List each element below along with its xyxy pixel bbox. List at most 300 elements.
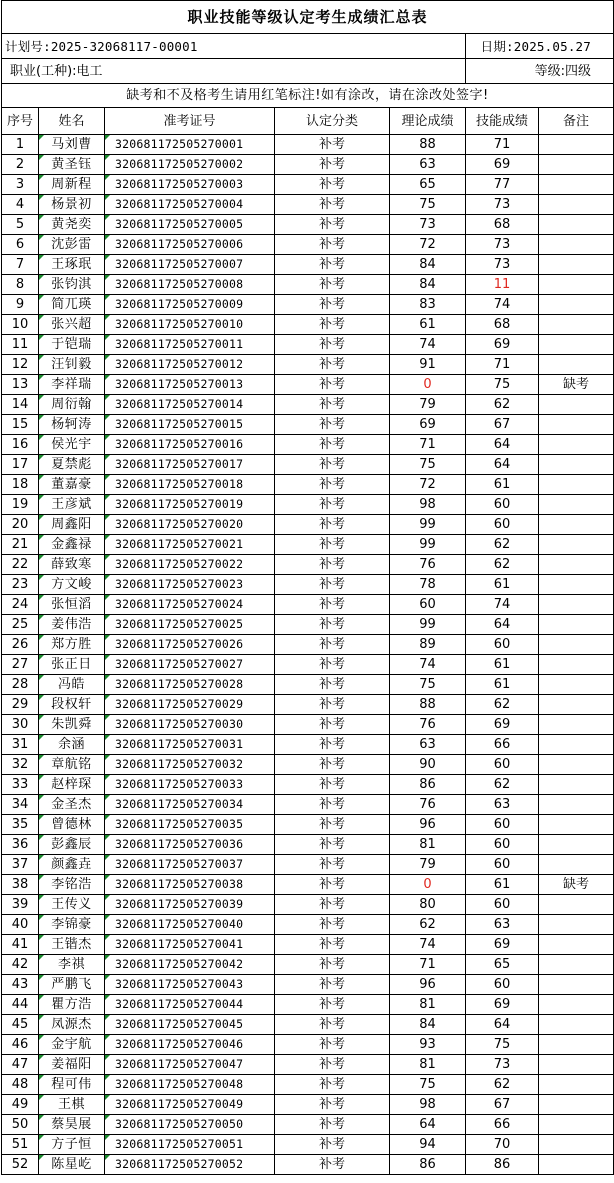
cell-remark [539, 675, 614, 695]
cell-skill: 60 [466, 635, 539, 655]
occupation-row [2, 59, 614, 84]
cell-name: 张正日 [39, 655, 105, 675]
cell-skill: 73 [466, 195, 539, 215]
cell-name: 方子恒 [39, 1135, 105, 1155]
cell-name: 侯光宇 [39, 435, 105, 455]
col-header-remark: 备注 [539, 108, 614, 135]
cell-category: 补考 [275, 135, 390, 155]
plan-number: 计划号:2025-32068117-00001 [2, 34, 466, 59]
cell-name: 余涵 [39, 735, 105, 755]
sheet-title: 职业技能等级认定考生成绩汇总表 [2, 1, 614, 34]
table-row [2, 1055, 614, 1075]
cell-theory: 83 [390, 295, 466, 315]
cell-theory: 84 [390, 255, 466, 275]
occupation: 职业(工种):电工 [2, 59, 466, 84]
cell-category: 补考 [275, 915, 390, 935]
cell-remark [539, 1015, 614, 1035]
cell-remark [539, 1035, 614, 1055]
cell-skill: 61 [466, 575, 539, 595]
cell-category: 补考 [275, 1155, 390, 1175]
cell-remark [539, 955, 614, 975]
cell-skill: 60 [466, 895, 539, 915]
cell-remark [539, 335, 614, 355]
cell-ticket: 320681172505270033 [105, 775, 275, 795]
cell-no: 43 [2, 975, 39, 995]
cell-skill: 62 [466, 775, 539, 795]
cell-no: 1 [2, 135, 39, 155]
table-row [2, 1135, 614, 1155]
cell-skill: 61 [466, 475, 539, 495]
cell-category: 补考 [275, 615, 390, 635]
cell-category: 补考 [275, 435, 390, 455]
cell-category: 补考 [275, 1095, 390, 1115]
table-row [2, 775, 614, 795]
cell-name: 黄圣钰 [39, 155, 105, 175]
cell-category: 补考 [275, 1075, 390, 1095]
cell-skill: 11 [466, 275, 539, 295]
cell-category: 补考 [275, 255, 390, 275]
cell-theory: 76 [390, 715, 466, 735]
cell-name: 夏禁彪 [39, 455, 105, 475]
table-row [2, 175, 614, 195]
cell-remark [539, 395, 614, 415]
table-row [2, 455, 614, 475]
cell-remark [539, 935, 614, 955]
cell-no: 16 [2, 435, 39, 455]
table-row [2, 955, 614, 975]
cell-no: 12 [2, 355, 39, 375]
cell-ticket: 320681172505270044 [105, 995, 275, 1015]
cell-skill: 75 [466, 1035, 539, 1055]
title-row [2, 1, 614, 34]
cell-theory: 60 [390, 595, 466, 615]
cell-ticket: 320681172505270012 [105, 355, 275, 375]
table-row [2, 1035, 614, 1055]
cell-theory: 74 [390, 335, 466, 355]
table-row [2, 715, 614, 735]
cell-no: 36 [2, 835, 39, 855]
cell-skill: 61 [466, 655, 539, 675]
cell-skill: 60 [466, 755, 539, 775]
cell-no: 7 [2, 255, 39, 275]
cell-theory: 61 [390, 315, 466, 335]
cell-ticket: 320681172505270018 [105, 475, 275, 495]
header-row [2, 108, 614, 135]
cell-no: 27 [2, 655, 39, 675]
cell-category: 补考 [275, 835, 390, 855]
cell-category: 补考 [275, 795, 390, 815]
cell-theory: 71 [390, 435, 466, 455]
cell-remark [539, 835, 614, 855]
cell-theory: 0 [390, 875, 466, 895]
cell-theory: 76 [390, 555, 466, 575]
cell-skill: 63 [466, 795, 539, 815]
cell-no: 42 [2, 955, 39, 975]
cell-remark [539, 1095, 614, 1115]
cell-ticket: 320681172505270046 [105, 1035, 275, 1055]
cell-ticket: 320681172505270027 [105, 655, 275, 675]
cell-ticket: 320681172505270010 [105, 315, 275, 335]
cell-name: 瞿方浩 [39, 995, 105, 1015]
cell-name: 李锦豪 [39, 915, 105, 935]
cell-category: 补考 [275, 275, 390, 295]
cell-no: 13 [2, 375, 39, 395]
notice-row [2, 84, 614, 108]
table-row [2, 735, 614, 755]
cell-theory: 81 [390, 995, 466, 1015]
cell-skill: 60 [466, 975, 539, 995]
table-row [2, 1095, 614, 1115]
cell-no: 38 [2, 875, 39, 895]
cell-name: 董嘉豪 [39, 475, 105, 495]
cell-no: 2 [2, 155, 39, 175]
table-row [2, 335, 614, 355]
cell-remark [539, 775, 614, 795]
cell-theory: 81 [390, 1055, 466, 1075]
cell-skill: 69 [466, 715, 539, 735]
cell-ticket: 320681172505270014 [105, 395, 275, 415]
table-row [2, 415, 614, 435]
cell-no: 3 [2, 175, 39, 195]
cell-remark [539, 435, 614, 455]
cell-skill: 67 [466, 415, 539, 435]
cell-skill: 75 [466, 375, 539, 395]
cell-ticket: 320681172505270031 [105, 735, 275, 755]
cell-category: 补考 [275, 1035, 390, 1055]
cell-theory: 86 [390, 1155, 466, 1175]
cell-theory: 81 [390, 835, 466, 855]
cell-name: 凤源杰 [39, 1015, 105, 1035]
cell-remark [539, 595, 614, 615]
cell-ticket: 320681172505270029 [105, 695, 275, 715]
cell-remark [539, 495, 614, 515]
cell-remark [539, 555, 614, 575]
cell-theory: 90 [390, 755, 466, 775]
cell-ticket: 320681172505270050 [105, 1115, 275, 1135]
cell-category: 补考 [275, 715, 390, 735]
cell-name: 方文峻 [39, 575, 105, 595]
cell-ticket: 320681172505270013 [105, 375, 275, 395]
cell-category: 补考 [275, 775, 390, 795]
cell-remark [539, 615, 614, 635]
table-row [2, 475, 614, 495]
table-row [2, 1155, 614, 1175]
cell-theory: 94 [390, 1135, 466, 1155]
cell-theory: 62 [390, 915, 466, 935]
cell-name: 赵梓琛 [39, 775, 105, 795]
cell-theory: 98 [390, 495, 466, 515]
cell-skill: 60 [466, 515, 539, 535]
cell-ticket: 320681172505270032 [105, 755, 275, 775]
cell-theory: 79 [390, 855, 466, 875]
cell-skill: 71 [466, 355, 539, 375]
cell-remark: 缺考 [539, 875, 614, 895]
cell-skill: 66 [466, 1115, 539, 1135]
cell-theory: 80 [390, 895, 466, 915]
cell-skill: 61 [466, 675, 539, 695]
cell-remark [539, 755, 614, 775]
cell-no: 45 [2, 1015, 39, 1035]
cell-no: 6 [2, 235, 39, 255]
table-row [2, 675, 614, 695]
table-row [2, 155, 614, 175]
cell-category: 补考 [275, 335, 390, 355]
cell-skill: 60 [466, 495, 539, 515]
table-row [2, 495, 614, 515]
cell-name: 姜福阳 [39, 1055, 105, 1075]
cell-theory: 76 [390, 795, 466, 815]
cell-category: 补考 [275, 1015, 390, 1035]
cell-ticket: 320681172505270030 [105, 715, 275, 735]
cell-theory: 99 [390, 535, 466, 555]
cell-category: 补考 [275, 395, 390, 415]
table-row [2, 655, 614, 675]
cell-no: 52 [2, 1155, 39, 1175]
cell-category: 补考 [275, 315, 390, 335]
col-header-category: 认定分类 [275, 108, 390, 135]
cell-ticket: 320681172505270037 [105, 855, 275, 875]
cell-no: 11 [2, 335, 39, 355]
cell-name: 周衍翰 [39, 395, 105, 415]
cell-category: 补考 [275, 495, 390, 515]
cell-skill: 86 [466, 1155, 539, 1175]
table-row [2, 375, 614, 395]
cell-name: 陈星屹 [39, 1155, 105, 1175]
cell-skill: 69 [466, 335, 539, 355]
cell-name: 王琢珉 [39, 255, 105, 275]
table-row [2, 575, 614, 595]
cell-ticket: 320681172505270035 [105, 815, 275, 835]
cell-theory: 98 [390, 1095, 466, 1115]
cell-theory: 79 [390, 395, 466, 415]
cell-remark [539, 655, 614, 675]
cell-category: 补考 [275, 1055, 390, 1075]
cell-remark [539, 1055, 614, 1075]
col-header-name: 姓名 [39, 108, 105, 135]
cell-no: 22 [2, 555, 39, 575]
table-row [2, 275, 614, 295]
cell-remark [539, 1135, 614, 1155]
cell-category: 补考 [275, 195, 390, 215]
cell-remark [539, 155, 614, 175]
cell-ticket: 320681172505270008 [105, 275, 275, 295]
cell-skill: 64 [466, 1015, 539, 1035]
cell-ticket: 320681172505270006 [105, 235, 275, 255]
cell-category: 补考 [275, 475, 390, 495]
cell-skill: 64 [466, 455, 539, 475]
table-row [2, 875, 614, 895]
cell-category: 补考 [275, 635, 390, 655]
cell-remark [539, 195, 614, 215]
cell-theory: 74 [390, 655, 466, 675]
cell-name: 姜伟浩 [39, 615, 105, 635]
cell-ticket: 320681172505270039 [105, 895, 275, 915]
cell-skill: 77 [466, 175, 539, 195]
table-row [2, 795, 614, 815]
cell-no: 49 [2, 1095, 39, 1115]
cell-remark [539, 135, 614, 155]
table-row [2, 255, 614, 275]
cell-theory: 99 [390, 615, 466, 635]
table-row [2, 355, 614, 375]
cell-theory: 75 [390, 195, 466, 215]
cell-ticket: 320681172505270048 [105, 1075, 275, 1095]
cell-name: 王锴杰 [39, 935, 105, 955]
cell-name: 王棋 [39, 1095, 105, 1115]
cell-remark [539, 355, 614, 375]
cell-ticket: 320681172505270021 [105, 535, 275, 555]
cell-no: 40 [2, 915, 39, 935]
cell-category: 补考 [275, 355, 390, 375]
cell-no: 9 [2, 295, 39, 315]
cell-category: 补考 [275, 675, 390, 695]
cell-name: 周新程 [39, 175, 105, 195]
cell-theory: 64 [390, 1115, 466, 1135]
cell-ticket: 320681172505270047 [105, 1055, 275, 1075]
cell-remark: 缺考 [539, 375, 614, 395]
cell-ticket: 320681172505270016 [105, 435, 275, 455]
cell-category: 补考 [275, 735, 390, 755]
cell-ticket: 320681172505270005 [105, 215, 275, 235]
table-row [2, 1015, 614, 1035]
col-header-theory: 理论成绩 [390, 108, 466, 135]
cell-remark [539, 175, 614, 195]
cell-no: 37 [2, 855, 39, 875]
cell-theory: 0 [390, 375, 466, 395]
plan-row [2, 34, 614, 59]
cell-remark [539, 215, 614, 235]
cell-skill: 60 [466, 835, 539, 855]
cell-theory: 88 [390, 695, 466, 715]
cell-remark [539, 235, 614, 255]
table-row [2, 895, 614, 915]
cell-no: 34 [2, 795, 39, 815]
cell-category: 补考 [275, 655, 390, 675]
cell-name: 黄尧奕 [39, 215, 105, 235]
cell-no: 5 [2, 215, 39, 235]
cell-theory: 75 [390, 675, 466, 695]
cell-ticket: 320681172505270038 [105, 875, 275, 895]
cell-category: 补考 [275, 955, 390, 975]
cell-ticket: 320681172505270026 [105, 635, 275, 655]
cell-category: 补考 [275, 235, 390, 255]
table-row [2, 855, 614, 875]
cell-skill: 60 [466, 815, 539, 835]
col-header-no: 序号 [2, 108, 39, 135]
cell-category: 补考 [275, 375, 390, 395]
cell-remark [539, 915, 614, 935]
cell-name: 王传义 [39, 895, 105, 915]
cell-name: 程可伟 [39, 1075, 105, 1095]
cell-ticket: 320681172505270015 [105, 415, 275, 435]
cell-remark [539, 795, 614, 815]
cell-ticket: 320681172505270052 [105, 1155, 275, 1175]
grade-level: 等级:四级 [466, 59, 614, 84]
cell-no: 29 [2, 695, 39, 715]
cell-category: 补考 [275, 295, 390, 315]
cell-no: 50 [2, 1115, 39, 1135]
table-row [2, 435, 614, 455]
cell-skill: 66 [466, 735, 539, 755]
cell-theory: 93 [390, 1035, 466, 1055]
cell-skill: 64 [466, 435, 539, 455]
cell-theory: 96 [390, 975, 466, 995]
cell-ticket: 320681172505270002 [105, 155, 275, 175]
cell-ticket: 320681172505270011 [105, 335, 275, 355]
cell-name: 金宇航 [39, 1035, 105, 1055]
cell-ticket: 320681172505270019 [105, 495, 275, 515]
cell-name: 张兴超 [39, 315, 105, 335]
table-row [2, 835, 614, 855]
cell-category: 补考 [275, 155, 390, 175]
cell-no: 18 [2, 475, 39, 495]
cell-no: 24 [2, 595, 39, 615]
cell-category: 补考 [275, 1115, 390, 1135]
cell-name: 李祥瑞 [39, 375, 105, 395]
table-row [2, 615, 614, 635]
table-row [2, 315, 614, 335]
cell-no: 48 [2, 1075, 39, 1095]
cell-ticket: 320681172505270017 [105, 455, 275, 475]
cell-name: 薛致寒 [39, 555, 105, 575]
cell-no: 14 [2, 395, 39, 415]
table-row [2, 995, 614, 1015]
cell-category: 补考 [275, 995, 390, 1015]
cell-skill: 69 [466, 935, 539, 955]
cell-skill: 62 [466, 395, 539, 415]
cell-skill: 73 [466, 1055, 539, 1075]
cell-name: 蔡昊展 [39, 1115, 105, 1135]
cell-remark [539, 295, 614, 315]
cell-ticket: 320681172505270023 [105, 575, 275, 595]
cell-category: 补考 [275, 875, 390, 895]
cell-remark [539, 1075, 614, 1095]
cell-name: 李祺 [39, 955, 105, 975]
cell-category: 补考 [275, 515, 390, 535]
cell-name: 曾德林 [39, 815, 105, 835]
cell-remark [539, 855, 614, 875]
cell-category: 补考 [275, 595, 390, 615]
cell-skill: 62 [466, 1075, 539, 1095]
cell-skill: 69 [466, 155, 539, 175]
cell-no: 15 [2, 415, 39, 435]
table-row [2, 755, 614, 775]
cell-category: 补考 [275, 455, 390, 475]
cell-ticket: 320681172505270049 [105, 1095, 275, 1115]
table-row [2, 915, 614, 935]
cell-category: 补考 [275, 175, 390, 195]
cell-no: 41 [2, 935, 39, 955]
cell-skill: 64 [466, 615, 539, 635]
cell-skill: 63 [466, 915, 539, 935]
cell-name: 简兀瑛 [39, 295, 105, 315]
col-header-skill: 技能成绩 [466, 108, 539, 135]
cell-theory: 73 [390, 215, 466, 235]
cell-name: 杨轲涛 [39, 415, 105, 435]
cell-name: 杨景初 [39, 195, 105, 215]
cell-no: 33 [2, 775, 39, 795]
col-header-ticket: 准考证号 [105, 108, 275, 135]
cell-no: 28 [2, 675, 39, 695]
cell-name: 李铭浩 [39, 875, 105, 895]
table-row [2, 395, 614, 415]
cell-name: 张恒滔 [39, 595, 105, 615]
cell-name: 章航铭 [39, 755, 105, 775]
cell-no: 35 [2, 815, 39, 835]
cell-skill: 74 [466, 295, 539, 315]
cell-ticket: 320681172505270043 [105, 975, 275, 995]
table-row [2, 515, 614, 535]
